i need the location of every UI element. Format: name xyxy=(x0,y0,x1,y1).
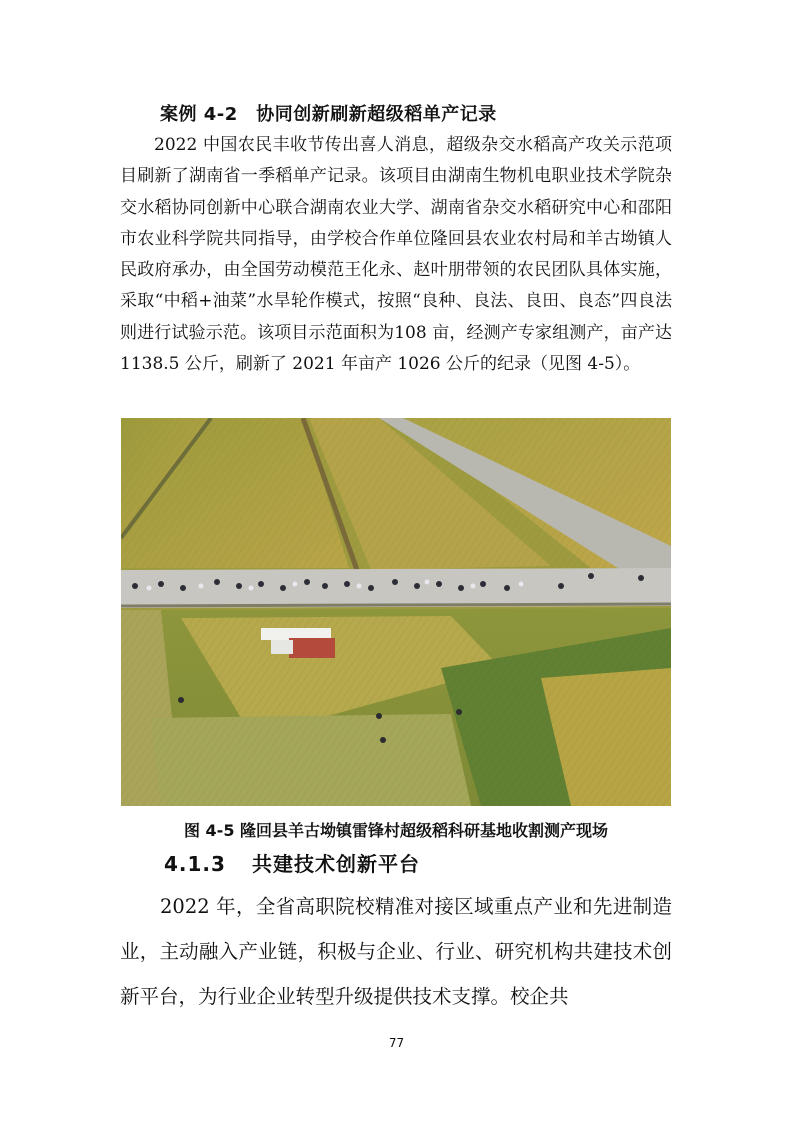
section-number: 4.1.3 xyxy=(164,852,226,876)
page-number: 77 xyxy=(388,1036,405,1050)
figure-caption: 图 4-5 隆回县羊古坳镇雷锋村超级稻科研基地收割测产现场 xyxy=(183,821,609,840)
case-title: 案例 4-2 协同创新刷新超级稻单产记录 xyxy=(160,104,497,125)
section-title: 共建技术创新平台 xyxy=(251,852,420,876)
section-paragraph: 2022 年，全省高职院校精准对接区域重点产业和先进制造业，主动融入产业链，积极与企业、行业、研究机构共建技术创新平台，为行业企业转型升级提供技术支撑。校企共 xyxy=(120,895,672,1008)
section-paragraph-block xyxy=(120,884,672,1019)
case-paragraph-block xyxy=(120,130,672,380)
harvest-photo xyxy=(121,418,671,806)
case-paragraph: 2022 中国农民丰收节传出喜人消息，超级杂交水稻高产攻关示范项目刷新了湖南省一季稻单产记录。该项目由湖南生物机电职业技术学院杂交水稻协同创新中心联合湖南农业大学、湖南省杂交水稻研究中心和邵阳市农业科学院共同指导，由学校合作单位隆回县农业农村局和羊古坳镇人民政府承办，由全国劳动模范王化永、赵叶朋带领的农民团队具体实施，采取“中稻+油菜”水旱轮作模式，按照“良种、良法、良田、良态”四良法则进行试验示范。该项目示范面积为108 亩，经测产专家组测产，亩产达 1138.5 公斤，刷新了 2021 年亩产 1026 公斤的纪录（见图 4-5）。 xyxy=(120,135,672,375)
section-heading xyxy=(164,848,420,877)
